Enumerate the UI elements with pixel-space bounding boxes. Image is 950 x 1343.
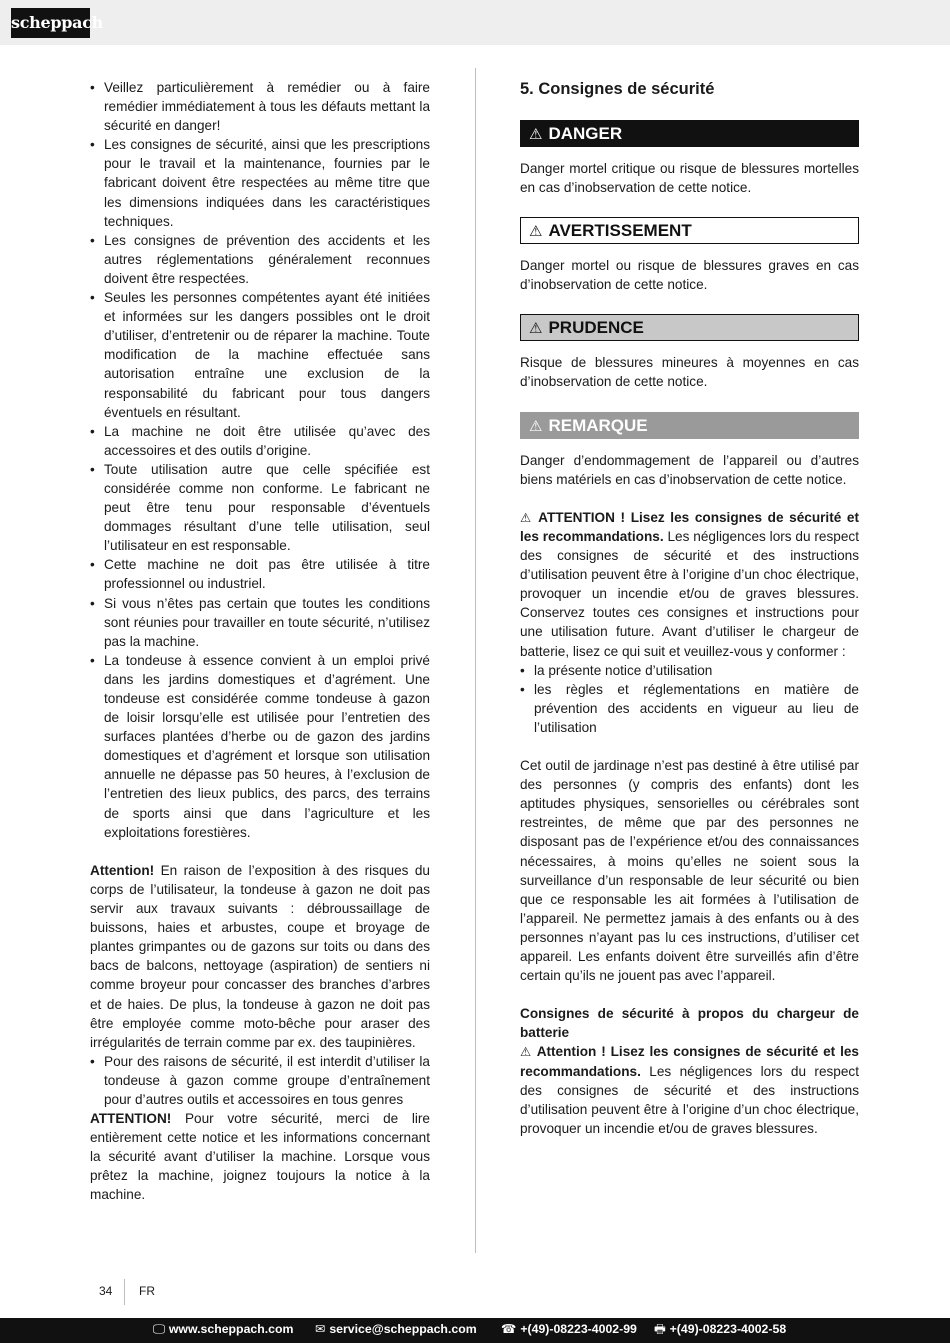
warning-triangle-icon: ⚠ [529,125,543,143]
list-item: • Les consignes de prévention des accidents et les autres réglementations généralement reconnues doivent être respectées. [90,231,430,288]
scheppach-logo: scheppach [11,8,90,38]
language-code: FR [139,1284,155,1298]
documents-bullet-list [520,661,859,737]
warning-triangle-icon: ⚠ [529,319,543,338]
attention-lead: ATTENTION ! Lisez les consignes de sécurité et les recommandations. [520,509,859,544]
notice-text: Danger d’endommagement de l’appareil ou d’autres biens matériels en cas d’inobservation de cette notice. [520,452,859,487]
mail-icon: ✉ [315,1322,326,1336]
charger-attention-paragraph [520,1042,859,1137]
monitor-icon: 🖵 [153,1322,165,1336]
warning-text: Danger mortel ou risque de blessures graves en cas d’inobservation de cette notice. [520,258,859,293]
warning-label: AVERTISSEMENT [548,221,692,241]
notice-label: REMARQUE [548,415,648,435]
list-item: • Seules les personnes compétentes ayant été initiées et informées sur les dangers possibles ont le droit d’utiliser, d’entretenir ou de réparer la machine. Toute modification de la machine effectuée sans autorisation entraîne une exclusion de la responsabilité du fabricant pour tous dangers éventuels en résultant. [90,288,430,422]
fax-contact [654,1318,786,1340]
footer-divider [124,1279,125,1305]
list-item: • Si vous n’êtes pas certain que toutes les conditions sont réunies pour travailler en toute sécurité, n’utilisez pas la machine. [90,594,430,651]
danger-box [520,120,859,147]
list-item: • La machine ne doit être utilisée qu’avec des accessoires et des outils d’origine. [90,422,430,460]
drive-bullet-list [90,1052,430,1109]
attention-text: En raison de l’exposition à des risques du corps de l’utilisateur, la tondeuse à gazon ne doit pas servir aux travaux suivants : débroussaillage de buissons, haies et arbustes, coupe et broyage de plantes grimpantes ou de gazons sur toits ou dans des bacs de balcons, nettoyage (aspiration) de sentiers ni comme broyeur pour concasser des branches d’arbres et de haies. De plus, la tondeuse à gazon ne doit pas être employée comme moto-bêche pour araser des irrégularités de terrain comme par ex. des taupinières. [90,862,430,1050]
attention-paragraph [520,508,859,661]
charger-attention-text: Les négligences lors du respect des consignes de sécurité et des instructions d’utilisation peuvent être à l’origine d’un choc électrique, provoquer un incendie et/ou de graves blessures. [520,1063,859,1136]
phone-icon: ☎ [501,1322,517,1336]
left-column [90,78,430,1205]
charger-attention-lead: Attention ! Lisez les consignes de sécurité et les recommandations. [520,1044,859,1079]
top-bar [0,0,950,45]
attention2-text: Pour votre sécurité, merci de lire entièrement cette notice et les informations concernant la sécurité avant d’utiliser la machine. Lorsque vous prêtez la machine, joignez toujours la notice à la machine. [90,1111,430,1203]
warning-triangle-icon: ⚠ [529,416,543,435]
list-item: • Cette machine ne doit pas être utilisée à titre professionnel ou industriel. [90,555,430,593]
danger-label: DANGER [548,124,623,143]
list-item: • les règles et réglementations en matière de prévention des accidents en vigueur au lieu de l’utilisation [520,680,859,737]
phone-contact [501,1318,637,1340]
danger-text: Danger mortel critique ou risque de blessures mortelles en cas d’inobservation de cette notice. [520,161,859,196]
list-item: • Pour des raisons de sécurité, il est interdit d’utiliser la tondeuse à gazon comme groupe d’entraînement pour d’autres outils et accessoires en tous genres [90,1052,430,1109]
charger-heading: Consignes de sécurité à propos du chargeur de batterie [520,1006,859,1041]
email-contact[interactable] [315,1318,477,1340]
column-divider [475,68,476,1253]
safety-bullet-list [90,78,430,842]
attention2-lead: ATTENTION! [90,1111,172,1127]
section-title: 5. Consignes de sécurité [520,80,715,98]
attention-text: Les négligences lors du respect des consignes de sécurité et des instructions d’utilisation peuvent être à l’origine d’un choc électrique, provoquer un incendie et/ou de graves blessures. Conservez toutes ces consignes et instructions pour une utilisation future. Avant d’utiliser le chargeur de batterie, lisez ce qui suit et veuillez-vous y conformer : [520,528,859,659]
website-contact[interactable] [153,1318,293,1340]
list-item: • Veillez particulièrement à remédier ou à faire remédier immédiatement à tous les défauts mettant la sécurité en danger! [90,78,430,135]
list-item: • la présente notice d’utilisation [520,661,859,680]
right-column [520,78,859,1138]
notice-box [520,412,859,439]
list-item: • Les consignes de sécurité, ainsi que les prescriptions pour le travail et la maintenance, fournies par le fabricant doivent être respectées au même titre que les dimensions indiquées dans les caractéristiques techniques. [90,135,430,230]
warning-triangle-icon: ⚠ [520,509,534,525]
caution-text: Risque de blessures mineures à moyennes en cas d’inobservation de cette notice. [520,355,859,390]
email-link[interactable]: service@scheppach.com [329,1322,477,1336]
attention-lead: Attention! [90,862,155,878]
children-paragraph: Cet outil de jardinage n’est pas destiné à être utilisé par des personnes (y compris des enfants) dont les aptitudes physiques, sensorielles ou cérébrales sont restreintes, de même que par des personnes ne disposant pas de l’expérience et/ou des connaissances nécessaires, à moins qu’elles ne soient sous la surveillance d’un responsable de leur sécurité ou bien que ce responsable les ait formées à l’utilisation de l’appareil. Ne permettez jamais à des enfants ou à des personnes n’ayant pas lu ces instructions, d’utiliser cet appareil. Les enfants doivent être surveillés afin d’être certain qu’ils ne jouent pas avec l’appareil. [520,758,859,984]
phone-number: +(49)-08223-4002-99 [520,1322,637,1336]
page-number: 34 [99,1284,113,1298]
attention-paragraph [90,861,430,1052]
list-item: • La tondeuse à essence convient à un emploi privé dans les jardins domestiques et d’agrément. Une tondeuse est considérée comme tondeuse à gazon de loisir lorsqu’elle est utilisée pour l’entretien des surfaces plantées d’herbe ou de gazon des jardins domestiques et d’agrément et lorsque son utilisation annuelle ne dépasse pas 50 heures, à l’exclusion de l’entretien des lieux publics, des parcs, des terrains de sports ainsi que dans l’agriculture et les exploitations forestières. [90,651,430,842]
contact-bar [0,1318,950,1343]
caution-box [520,314,859,341]
caution-label: PRUDENCE [548,318,644,338]
warning-triangle-icon: ⚠ [520,1044,533,1060]
attention2-paragraph [90,1109,430,1204]
warning-triangle-icon: ⚠ [529,222,543,241]
warning-box [520,217,859,244]
list-item: • Toute utilisation autre que celle spécifiée est considérée comme non conforme. Le fabricant ne peut être tenu pour responsable d’éventuels dommages résultant d’une telle utilisation, seul l’utilisateur en est responsable. [90,460,430,555]
fax-icon: 🖶 [654,1322,666,1336]
fax-number: +(49)-08223-4002-58 [669,1322,787,1336]
website-link[interactable]: www.scheppach.com [168,1322,294,1336]
